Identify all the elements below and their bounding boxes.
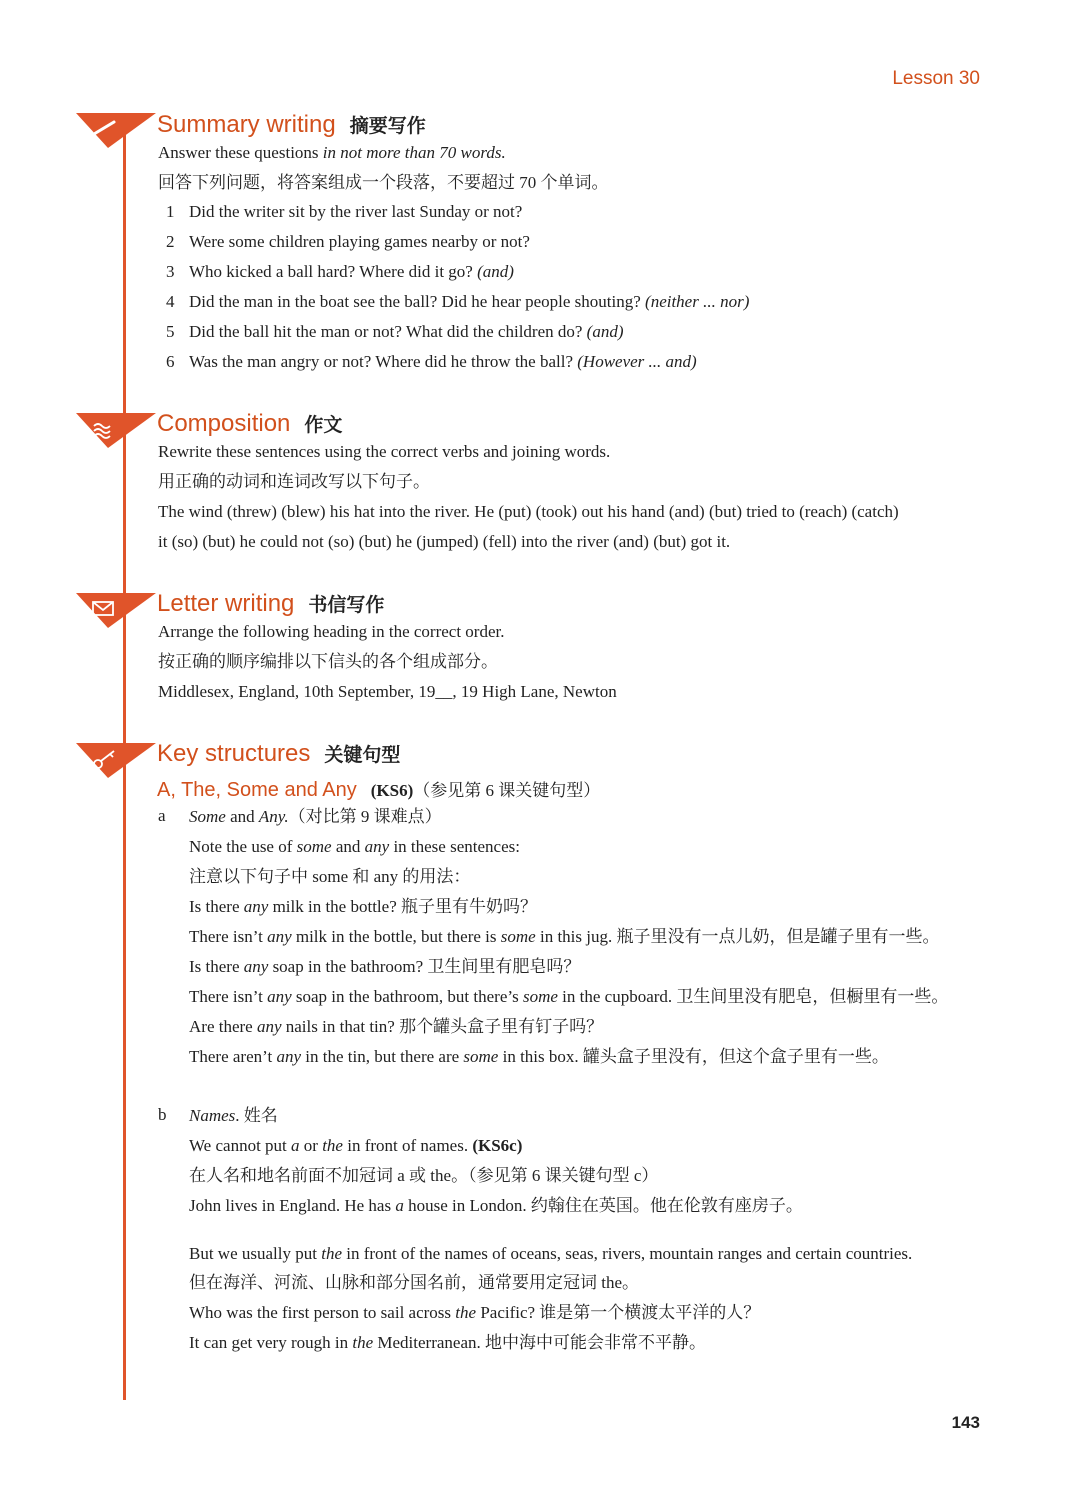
letter-instruction-cn: 按正确的顺序编排以下信头的各个组成部分。 xyxy=(158,652,498,671)
example-sentence: There isn’t any milk in the bottle, but there is some in this jug. 瓶子里没有一点儿奶，但是罐子里有一些。 xyxy=(189,927,940,946)
waves-icon xyxy=(76,408,156,448)
example-sentence: There isn’t any soap in the bathroom, but there’s some in the cupboard. 卫生间里没有肥皂，但橱里有一些。 xyxy=(189,987,949,1006)
example-sentence: There aren’t any in the tin, but there are some in this box. 罐头盒子里没有，但这个盒子里有一些。 xyxy=(189,1047,889,1066)
summary-instruction: Answer these questions in not more than 70 words. xyxy=(158,143,506,162)
pencil-icon xyxy=(76,108,156,148)
envelope-icon xyxy=(76,588,156,628)
section-title-summary: Summary writing 摘要写作 xyxy=(157,111,426,138)
key-a-note: Note the use of some and any in these sentences: xyxy=(189,837,520,856)
item-letter: b xyxy=(158,1105,167,1124)
summary-instruction-cn: 回答下列问题，将答案组成一个段落，不要超过 70 个单词。 xyxy=(158,173,609,192)
section-title-key-structures: Key structures 关键句型 xyxy=(157,740,401,767)
example-sentence: Are there any nails in that tin? 那个罐头盒子里有钉子吗？ xyxy=(189,1017,604,1036)
letter-heading-items: Middlesex, England, 10th September, 19__, 19 High Lane, Newton xyxy=(158,682,617,701)
key-b-rule-the-cn: 但在海洋、河流、山脉和部分国名前，通常要用定冠词 the。 xyxy=(189,1273,640,1292)
letter-instruction: Arrange the following heading in the correct order. xyxy=(158,622,505,641)
key-icon xyxy=(76,738,156,778)
page-number: 143 xyxy=(951,1413,980,1432)
composition-instruction: Rewrite these sentences using the correct verbs and joining words. xyxy=(158,442,611,461)
section-title-letter: Letter writing 书信写作 xyxy=(157,590,385,617)
section-title-composition: Composition 作文 xyxy=(157,410,343,437)
composition-text-line: The wind (threw) (blew) his hat into the river. He (put) (took) out his hand (and) (but) tried to (reach) (catch) xyxy=(158,502,899,521)
key-b-rule-the: But we usually put the in front of the names of oceans, seas, rivers, mountain ranges and certain countries. xyxy=(189,1244,913,1263)
key-a-note-cn: 注意以下句子中 some 和 any 的用法： xyxy=(189,867,471,886)
composition-instruction-cn: 用正确的动词和连词改写以下句子。 xyxy=(158,472,430,491)
example-sentence: Who was the first person to sail across the Pacific? 谁是第一个横渡太平洋的人？ xyxy=(189,1303,761,1322)
key-b-heading: Names. 姓名 xyxy=(189,1106,278,1125)
example-sentence: Is there any milk in the bottle? 瓶子里有牛奶吗？ xyxy=(189,897,537,916)
item-letter: a xyxy=(158,806,166,825)
key-b-rule-cn: 在人名和地名前面不加冠词 a 或 the。（参见第 6 课关键句型 c） xyxy=(189,1166,659,1185)
key-subheading: A, The, Some and Any (KS6)（参见第 6 课关键句型） xyxy=(157,779,601,801)
example-sentence: It can get very rough in the Mediterranean. 地中海中可能会非常不平静。 xyxy=(189,1333,706,1352)
example-sentence: John lives in England. He has a house in London. 约翰住在英国。他在伦敦有座房子。 xyxy=(189,1196,803,1215)
composition-text-line: it (so) (but) he could not (so) (but) he (jumped) (fell) into the river (and) (but) got it. xyxy=(158,532,731,551)
textbook-page: Lesson 30 Summary writing 摘要写作 Answer these questions in not more than 70 words. 回答下列问题，将答案组成一个段落，不要超过 70 个单词。 1 Did the writer sit by the river last Sunday or not? 2 Were some children playing games nearby or not? 3 Who kicked a ball hard? Where did it go? (and) 4 Did the man in the boat see the ball? Did he hear people shouting? (neither ... nor) 5 Did the ball hit the man or not? What did the children do? (and) 6 Was the man angry or not? Where did he throw the ball? (However ... and) Composition 作文 Rewrite these sentences using the correct verbs and joining words. 用正确的动词和连词改写以下句子。 The wind (threw) (blew) his hat into the river. He (put) (took) out his hand (and) (but) tried to (reach) (catch) it (so) (but) he could not (so) (but) he (jumped) (fell) into the river (and) (but) got it. Letter writing 书信写作 Arrange the following heading in the correct order. 按正确的顺序编排以下信头的各个组成部分。 Middlesex, England, 10th September, 19__, 19 High Lane, Newton Key structures 关键句型 A, The, Some and Any (KS6)（参见第 6 课关键句型） a Some and Any.（对比第 9 课难点） Note the use of some and any in these sentences: 注意以下句子中 some 和 any 的用法： Is there any milk in the bottle? 瓶子里有牛奶吗？ There isn’t any milk in the bottle, but there is some in this jug. 瓶子里没有一点儿奶，但是罐子里有一些。 Is there any soap in the bathroom? 卫生间里有肥皂吗？ There isn’t any soap in the bathroom, but there’s some in the cupboard. 卫生间里没有肥皂，但橱里有一些。 Are there any nails in that tin? 那个罐头盒子里有钉子吗？ There aren’t any in the tin, but there are some in this box. 罐头盒子里没有，但这个盒子里有一些。 b Names. 姓名 We cannot put a or the in front of names. (KS6c) 在人名和地名前面不加冠词 a 或 the。（参见第 6 课关键句型 c） John lives in England. He has a house in London. 约翰住在英国。他在伦敦有座房子。 But we usually put the in front of the names of oceans, seas, rivers, mountain ranges and certain countries. 但在海洋、河流、山脉和部分国名前，通常要用定冠词 the。 Who was the first person to sail across the Pacific? 谁是第一个横渡太平洋的人？ It can get very rough in the Mediterranean. 地中海中可能会非常不平静。 143 xyxy=(0,0,1080,1509)
lesson-label: Lesson 30 xyxy=(892,68,980,89)
key-a-heading: Some and Any.（对比第 9 课难点） xyxy=(189,807,442,826)
example-sentence: Is there any soap in the bathroom? 卫生间里有肥皂吗？ xyxy=(189,957,581,976)
key-b-rule: We cannot put a or the in front of names. (KS6c) xyxy=(189,1136,523,1155)
